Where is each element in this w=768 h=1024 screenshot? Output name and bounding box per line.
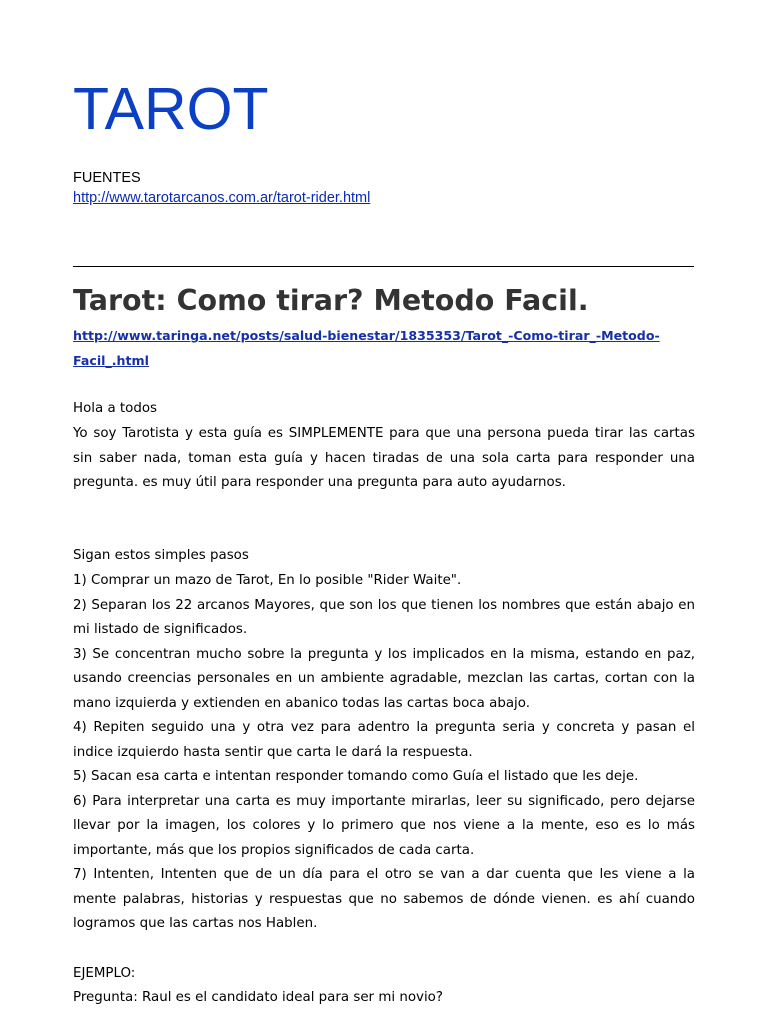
step-item: 1) Comprar un mazo de Tarot, En lo posible "Rider Waite".: [73, 573, 462, 588]
step-item: 2) Separan los 22 arcanos Mayores, que son los que tienen los nombres que están abajo en mi listado de significados.: [73, 597, 695, 637]
steps-list: [73, 569, 695, 937]
steps-intro: Sigan estos simples pasos: [73, 548, 249, 563]
article-link[interactable]: [73, 323, 695, 373]
sources-label: FUENTES: [73, 170, 141, 186]
greeting-text: Hola a todos: [73, 401, 158, 416]
step-item: 6) Para interpretar una carta es muy importante mirarlas, leer su significado, pero dejarse llevar por la imagen, los colores y lo primero que nos viene a la mente, eso es lo más importante, más que los propios significados de cada carta.: [73, 793, 695, 858]
intro-paragraph: Yo soy Tarotista y esta guía es SIMPLEMENTE para que una persona pueda tirar las cartas sin saber nada, toman esta guía y hacen tiradas de una sola carta para responder una pregunta. es muy útil para responder una pregunta para auto ayudarnos.: [73, 426, 695, 490]
section-divider: [73, 266, 694, 267]
document-title: TAROT: [73, 76, 269, 142]
step-item: 4) Repiten seguido una y otra vez para adentro la pregunta seria y concreta y pasan el indice izquierdo hasta sentir que carta le dará la respuesta.: [73, 720, 695, 760]
article-link-line-1: http://www.taringa.net/posts/salud-bienestar/1835353/Tarot_-Como-tirar_-Metodo-: [73, 328, 660, 343]
step-item: 7) Intenten, Intenten que de un día para el otro se van a dar cuenta que les viene a la mente palabras, historias y respuestas que no sabemos de dónde vienen. es ahí cuando logramos que las cartas nos Hablen.: [73, 867, 695, 931]
article-heading: Tarot: Como tirar? Metodo Facil.: [73, 284, 589, 317]
example-label: EJEMPLO:: [73, 966, 136, 981]
step-item: 3) Se concentran mucho sobre la pregunta y los implicados en la misma, estando en paz, usando creencias personales en un ambiente agradable, mezclan las cartas, cortan con la mano izquierda y extienden en abanico todas las cartas boca abajo.: [73, 646, 695, 711]
sources-link[interactable]: http://www.tarotarcanos.com.ar/tarot-rider.html: [73, 190, 371, 206]
example-question: Pregunta: Raul es el candidato ideal para ser mi novio?: [73, 990, 443, 1005]
step-item: 5) Sacan esa carta e intentan responder tomando como Guía el listado que les deje.: [73, 769, 639, 784]
article-link-line-2: Facil_.html: [73, 353, 149, 368]
